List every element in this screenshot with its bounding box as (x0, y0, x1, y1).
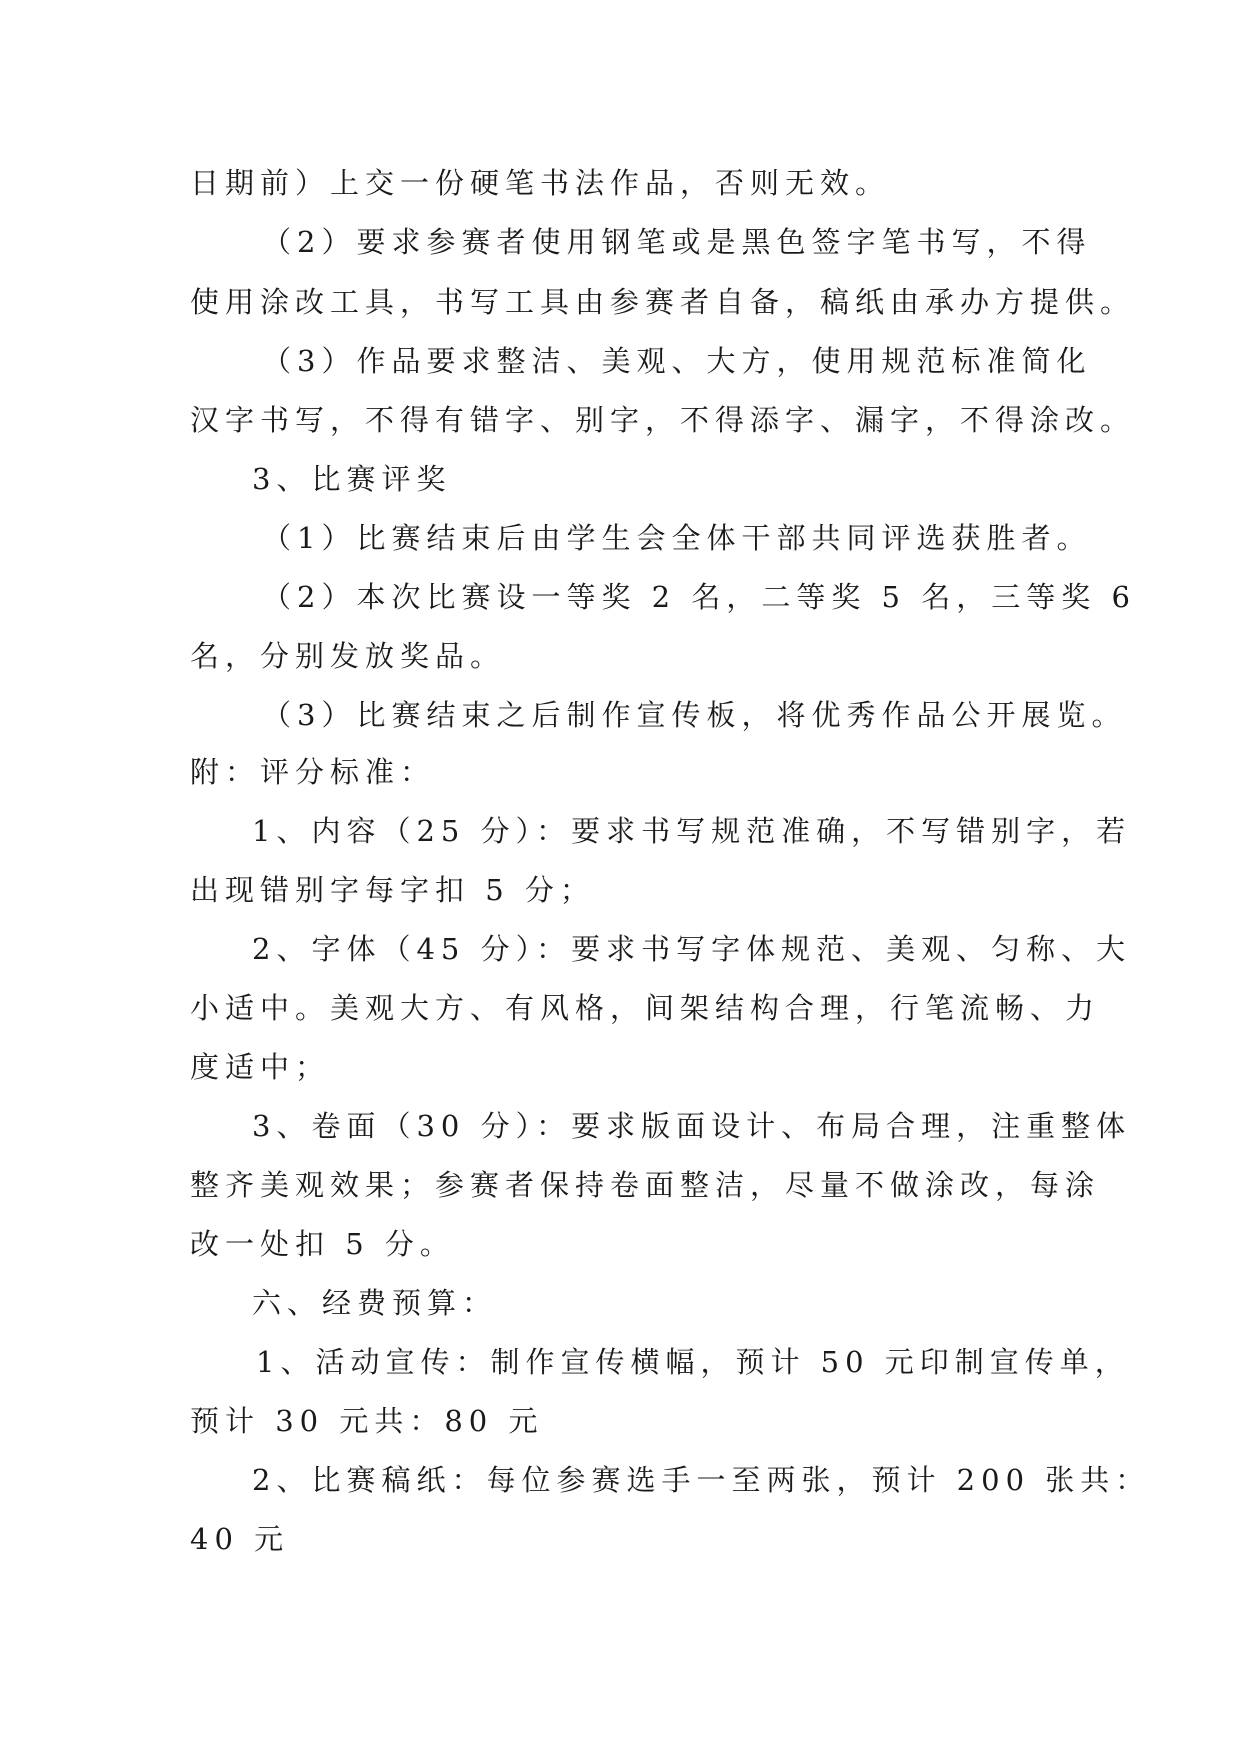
text-line: 改一处扣 5 分。 (190, 1227, 455, 1261)
text-line: 度适中； (190, 1050, 331, 1084)
section-heading: 附：评分标准： (190, 755, 436, 789)
text-line: 预计 30 元共：80 元 (190, 1404, 544, 1438)
text-line: 使用涂改工具，书写工具由参赛者自备，稿纸由承办方提供。 (190, 285, 1136, 319)
section-heading: 3、比赛评奖 (252, 462, 452, 496)
text-line: 1、内容（25 分）：要求书写规范准确，不写错别字，若 (252, 814, 1132, 848)
text-line: 汉字书写，不得有错字、别字，不得添字、漏字，不得涂改。 (190, 403, 1136, 437)
text-line: （3）作品要求整洁、美观、大方，使用规范标准简化 (262, 344, 1092, 378)
text-line: 3、卷面（30 分）：要求版面设计、布局合理，注重整体 (252, 1109, 1132, 1143)
text-line: 整齐美观效果；参赛者保持卷面整洁，尽量不做涂改，每涂 (190, 1168, 1101, 1202)
text-line: 日期前）上交一份硬笔书法作品，否则无效。 (190, 166, 891, 200)
section-heading: 六、经费预算： (252, 1286, 498, 1320)
text-line: 小适中。美观大方、有风格，间架结构合理，行笔流畅、力 (190, 991, 1101, 1025)
text-line: （3）比赛结束之后制作宣传板，将优秀作品公开展览。 (262, 698, 1127, 732)
text-line: （2）本次比赛设一等奖 2 名，二等奖 5 名，三等奖 6 (262, 580, 1136, 614)
text-line: （2）要求参赛者使用钢笔或是黑色签字笔书写，不得 (262, 225, 1092, 259)
text-line: 名，分别发放奖品。 (190, 639, 506, 673)
text-line: 出现错别字每字扣 5 分； (190, 873, 595, 907)
text-line: 2、比赛稿纸：每位参赛选手一至两张，预计 200 张共： (252, 1463, 1151, 1497)
text-line: 2、字体（45 分）：要求书写字体规范、美观、匀称、大 (252, 932, 1132, 966)
text-line: （1）比赛结束后由学生会全体干部共同评选获胜者。 (262, 521, 1092, 555)
text-line: 40 元 (190, 1522, 290, 1556)
text-line: 1、活动宣传：制作宣传横幅，预计 50 元印制宣传单， (256, 1345, 1130, 1379)
